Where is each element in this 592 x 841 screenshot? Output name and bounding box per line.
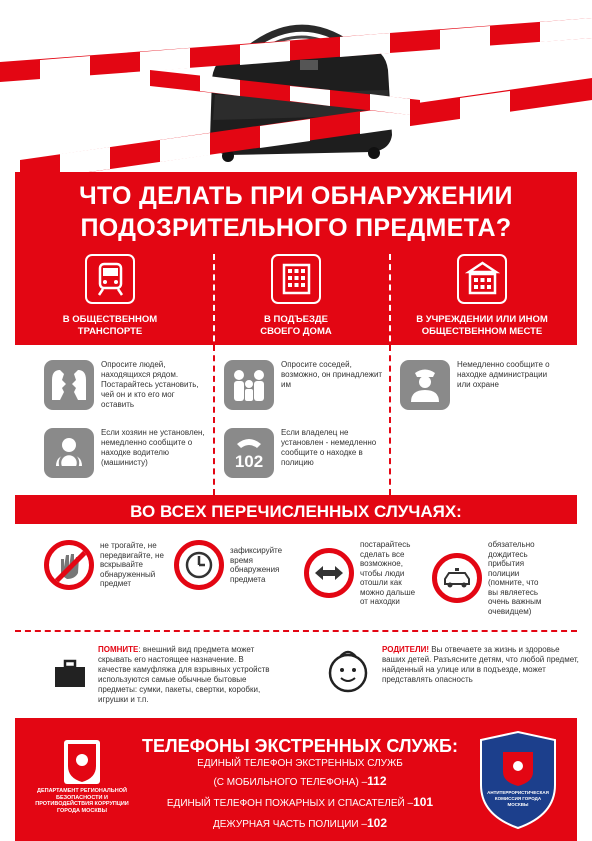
phone-102-icon (224, 428, 274, 478)
phone-label: ДЕЖУРНАЯ ЧАСТЬ ПОЛИЦИИ – (212, 819, 367, 830)
phone-line: ЕДИНЫЙ ТЕЛЕФОН ЭКСТРЕННЫХ СЛУЖБ (197, 758, 403, 769)
building-icon (271, 254, 321, 304)
column-divider (389, 345, 391, 495)
remember-label: ПОМНИТЕ (98, 645, 139, 654)
arrows-apart-icon (304, 548, 354, 598)
phone-number-101: 101 (413, 795, 434, 809)
rule-wait-police (432, 540, 550, 616)
briefcase-icon (50, 653, 90, 693)
child-face-icon (322, 645, 374, 697)
case-home-police (224, 428, 385, 478)
rule-text: не трогайте, не передвигайте, не вскрывайте обнаруженный предмет (100, 541, 164, 589)
place-label: ОБЩЕСТВЕННОМ МЕСТЕ (421, 326, 543, 337)
driver-icon (44, 428, 94, 478)
phone-line (140, 774, 460, 788)
remember-text (98, 645, 270, 705)
page-title (15, 180, 577, 244)
place-label: В УЧРЕЖДЕНИИ ИЛИ ИНОМ (416, 314, 548, 325)
rule-text: зафиксируйте время обнаружения предмета (230, 546, 283, 584)
parents-note (322, 645, 582, 697)
place-institution (397, 254, 567, 338)
remember-note (50, 645, 270, 705)
place-label: СВОЕГО ДОМА (260, 326, 332, 337)
title-line-1: ЧТО ДЕЛАТЬ ПРИ ОБНАРУЖЕНИИ (79, 182, 513, 210)
phone-line (140, 816, 460, 830)
phone-number-102: 102 (366, 816, 387, 830)
phone-number-112: 112 (367, 774, 387, 788)
case-institution-security (400, 360, 561, 410)
hand-stop-icon (44, 540, 94, 590)
section-divider (15, 630, 577, 632)
emergency-number-badge: 102 (234, 452, 264, 471)
case-home-neighbors (224, 360, 385, 410)
title-line-2: ПОДОЗРИТЕЛЬНОГО ПРЕДМЕТА? (80, 214, 512, 242)
parents-label: РОДИТЕЛИ! (382, 645, 430, 654)
phone-line (140, 795, 460, 809)
commission-name: АНТИТЕРРОРИСТИЧЕСКАЯ КОМИССИЯ ГОРОДА МОСКВЫ (487, 790, 549, 807)
rule-move-away (304, 540, 424, 607)
emergency-phones-footer (15, 718, 577, 841)
place-transport (25, 254, 195, 338)
moscow-crest-icon (64, 740, 100, 784)
case-transport-ask (44, 360, 205, 410)
shield-icon (473, 730, 563, 830)
police-car-icon (432, 553, 482, 603)
antiterror-commission-logo (473, 730, 563, 830)
suspicious-bag-illustration (0, 0, 592, 172)
remember-body: : внешний вид предмета может скрывать его настоящее назначение. В качестве камуфляжа для взрывных устройств используются самые обычные бытовые предметы: сумки, пакеты, свертки, коробки, игрушки и т.п. (98, 645, 270, 704)
train-icon (85, 254, 135, 304)
rule-do-not-touch (44, 540, 170, 590)
department-name: ДЕПАРТАМЕНТ РЕГИОНАЛЬНОЙ БЕЗОПАСНОСТИ И ПРОТИВОДЕЙСТВИЯ КОРРУПЦИИ ГОРОДА МОСКВЫ (35, 788, 129, 814)
parents-body: Вы отвечаете за жизнь и здоровье ваших детей. Разъясните детям, что любой предмет, найденный на улице или в подъезде, может представлять опасность (382, 645, 579, 684)
department-logo (27, 740, 137, 814)
faces-icon (44, 360, 94, 410)
phones-title: ТЕЛЕФОНЫ ЭКСТРЕННЫХ СЛУЖБ: (142, 736, 458, 756)
phone-label: ЕДИНЫЙ ТЕЛЕФОН ПОЖАРНЫХ И СПАСАТЕЛЕЙ – (166, 798, 414, 809)
place-label: ТРАНСПОРТЕ (77, 326, 143, 337)
case-transport-driver (44, 428, 205, 478)
case-text: Опросите людей, находящихся рядом. Постарайтесь установить, чей он и кто его мог оставить (101, 360, 199, 409)
rule-record-time (174, 540, 290, 590)
rule-text: обязательно дождитесь прибытия полиции (помните, что вы являетесь очень важным очевидцем) (488, 540, 542, 616)
guard-icon (400, 360, 450, 410)
rule-text: постарайтесь сделать все возможное, чтобы люди отошли как можно дальше от находки (360, 540, 416, 606)
all-cases-title: ВО ВСЕХ ПЕРЕЧИСЛЕННЫХ СЛУЧАЯХ: (15, 500, 577, 524)
family-icon (224, 360, 274, 410)
clock-icon (174, 540, 224, 590)
case-text: Опросите соседей, возможно, он принадлежит им (281, 360, 383, 389)
case-text: Если хозяин не установлен, немедленно сообщите о находке водителю (машинисту) (101, 428, 205, 467)
column-divider (213, 345, 215, 495)
parents-text (382, 645, 582, 685)
case-text: Если владелец не установлен - немедленно сообщите о находке в полицию (281, 428, 377, 467)
phone-label: (С МОБИЛЬНОГО ТЕЛЕФОНА) – (213, 777, 368, 788)
place-label: В ПОДЪЕЗДЕ (263, 314, 328, 325)
place-label: В ОБЩЕСТВЕННОМ (62, 314, 158, 325)
place-home (211, 254, 381, 338)
institution-icon (457, 254, 507, 304)
hero-image (0, 0, 592, 172)
case-text: Немедленно сообщите о находке администрации или охране (457, 360, 550, 389)
